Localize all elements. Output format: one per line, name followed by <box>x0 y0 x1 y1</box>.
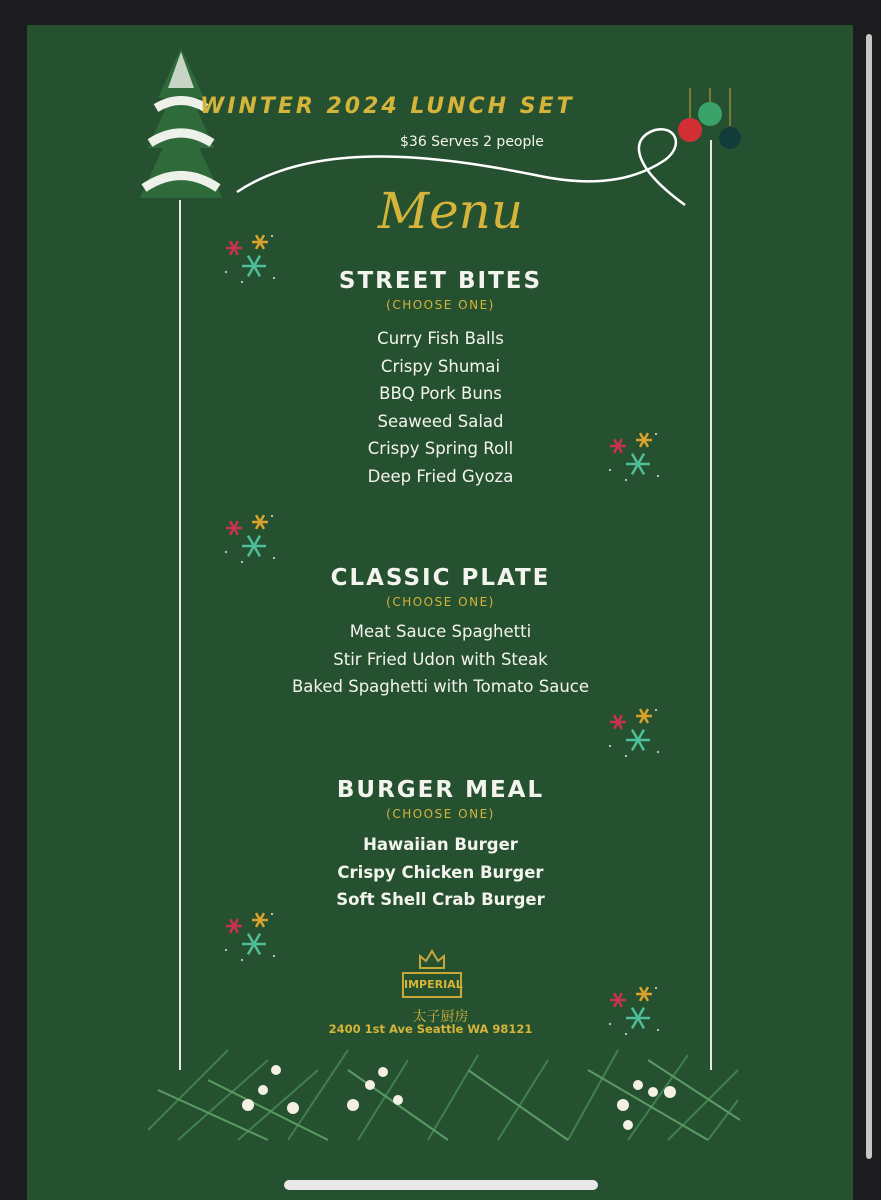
menu-item: Curry Fish Balls <box>377 329 504 348</box>
menu-item: Seaweed Salad <box>377 411 504 431</box>
snowflakes-icon <box>606 982 662 1038</box>
menu-item: Hawaiian Burger <box>363 835 518 854</box>
burger-meal-list <box>0 831 881 914</box>
section-subtitle: (CHOOSE ONE) <box>386 807 495 821</box>
menu-script-heading: Menu <box>377 182 524 240</box>
section-title-burger-meal: BURGER MEAL <box>336 777 545 803</box>
classic-plate-list <box>0 618 881 701</box>
street-bites-list <box>0 325 881 490</box>
menu-set-title: WINTER 2024 LUNCH SET <box>200 94 575 119</box>
home-indicator[interactable] <box>284 1180 598 1190</box>
restaurant-chinese-name: 太子厨房 <box>412 1009 469 1025</box>
snowflakes-icon <box>222 230 278 286</box>
menu-item: Baked Spaghetti with Tomato Sauce <box>291 677 590 696</box>
snowflakes-icon <box>606 704 662 760</box>
section-subtitle: (CHOOSE ONE) <box>386 595 495 609</box>
menu-item: BBQ Pork Buns <box>379 384 502 403</box>
snowflakes-icon <box>222 510 278 566</box>
section-title-street-bites: STREET BITES <box>338 268 543 294</box>
menu-item: Deep Fried Gyoza <box>367 466 514 486</box>
christmas-tree-icon <box>138 48 224 204</box>
menu-item: Soft Shell Crab Burger <box>336 890 545 909</box>
menu-item: Crispy Shumai <box>380 356 501 376</box>
snowflakes-icon <box>606 428 662 484</box>
menu-item: Crispy Chicken Burger <box>337 862 544 882</box>
menu-item: Stir Fried Udon with Steak <box>333 649 548 669</box>
ornaments-icon <box>674 88 746 154</box>
menu-item: Meat Sauce Spaghetti <box>349 622 532 641</box>
menu-item: Crispy Spring Roll <box>367 439 514 458</box>
crown-icon <box>417 948 447 970</box>
snowflakes-icon <box>222 908 278 964</box>
imperial-logo: IMPERIAL <box>402 972 462 998</box>
pine-branches-decoration <box>148 1030 740 1142</box>
section-subtitle: (CHOOSE ONE) <box>386 298 495 312</box>
price-text: $36 Serves 2 people <box>400 134 544 150</box>
scrollbar[interactable] <box>866 34 872 1159</box>
section-title-classic-plate: CLASSIC PLATE <box>330 565 551 591</box>
restaurant-address: 2400 1st Ave Seattle WA 98121 <box>328 1022 533 1036</box>
